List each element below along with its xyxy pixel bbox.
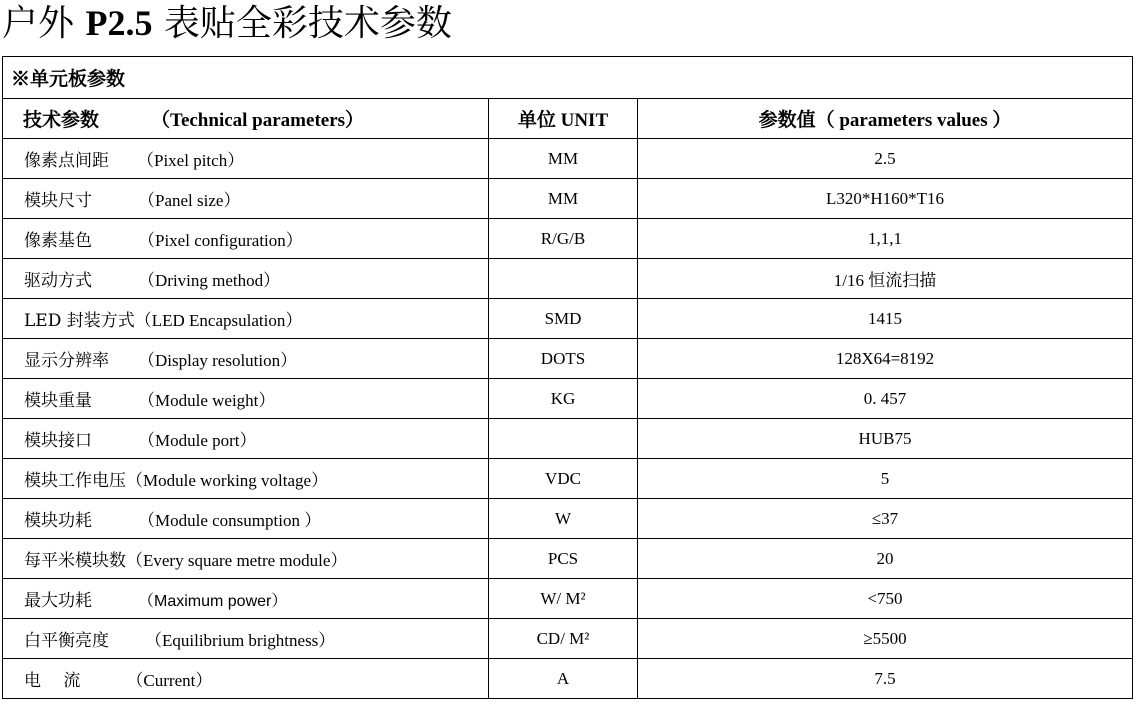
param-unit: MM [489, 179, 638, 219]
table-row [3, 379, 1133, 419]
param-name [3, 539, 489, 579]
title-model: P2.5 [85, 3, 153, 43]
param-zh: 白平衡亮度 [24, 631, 109, 651]
param-unit [489, 419, 638, 459]
param-en: （Every square metre module） [126, 551, 348, 570]
param-unit: KG [489, 379, 638, 419]
param-unit: A [489, 659, 638, 699]
parameters-table [2, 56, 1133, 699]
param-unit: CD/ M² [489, 619, 638, 659]
param-zh: LED 封装方式 [24, 311, 135, 331]
param-value: 1415 [638, 299, 1133, 339]
page-title [2, 0, 452, 46]
table-row [3, 659, 1133, 699]
param-zh: 最大功耗 [24, 591, 92, 611]
param-en: （Current） [126, 671, 213, 690]
param-zh: 显示分辨率 [24, 351, 109, 371]
param-value: L320*H160*T16 [638, 179, 1133, 219]
table-row [3, 259, 1133, 299]
param-en: （Module working voltage） [126, 471, 329, 490]
title-suffix: 表贴全彩技术参数 [163, 3, 452, 44]
table-row [3, 499, 1133, 539]
param-en: （Module port） [138, 431, 257, 450]
param-value: <750 [638, 579, 1133, 619]
param-name [3, 259, 489, 299]
param-en: （Driving method） [138, 271, 281, 290]
param-unit: W [489, 499, 638, 539]
param-unit: VDC [489, 459, 638, 499]
param-zh: 电 流 [24, 671, 81, 691]
param-en: （LED Encapsulation） [134, 311, 303, 330]
param-name [3, 179, 489, 219]
table-row [3, 139, 1133, 179]
param-en: （Pixel pitch） [137, 151, 245, 170]
section-label: ※单元板参数 [3, 57, 1133, 99]
table-row [3, 539, 1133, 579]
param-en: （Pixel configuration） [138, 231, 303, 250]
param-name [3, 499, 489, 539]
param-unit: PCS [489, 539, 638, 579]
param-en: （Module consumption ） [138, 511, 322, 530]
header-unit: 单位 UNIT [489, 99, 638, 139]
header-param [3, 99, 489, 139]
param-en: （Maximum power） [138, 593, 288, 610]
section-row [3, 57, 1133, 99]
param-zh: 像素基色 [24, 231, 92, 251]
param-value: 128X64=8192 [638, 339, 1133, 379]
param-name [3, 659, 489, 699]
header-row [3, 99, 1133, 139]
param-unit: MM [489, 139, 638, 179]
param-name [3, 339, 489, 379]
param-value: ≤37 [638, 499, 1133, 539]
param-name [3, 419, 489, 459]
param-zh: 模块功耗 [24, 511, 92, 531]
table-row [3, 419, 1133, 459]
param-name [3, 459, 489, 499]
param-value: HUB75 [638, 419, 1133, 459]
param-unit: SMD [489, 299, 638, 339]
param-unit: DOTS [489, 339, 638, 379]
param-name [3, 379, 489, 419]
param-en: （Panel size） [138, 191, 241, 210]
param-en: （Display resolution） [138, 351, 298, 370]
param-value: 5 [638, 459, 1133, 499]
table-row [3, 299, 1133, 339]
param-name [3, 139, 489, 179]
param-zh: 模块工作电压 [24, 471, 126, 491]
param-zh: 像素点间距 [24, 151, 109, 171]
param-zh: 模块尺寸 [24, 191, 92, 211]
title-prefix: 户外 [2, 3, 75, 44]
param-value: 1/16 恒流扫描 [638, 259, 1133, 299]
table-row [3, 219, 1133, 259]
table-row [3, 579, 1133, 619]
param-value: 2.5 [638, 139, 1133, 179]
param-name [3, 219, 489, 259]
param-value: 20 [638, 539, 1133, 579]
param-value: 1,1,1 [638, 219, 1133, 259]
param-unit: R/G/B [489, 219, 638, 259]
param-name [3, 299, 489, 339]
table-row [3, 459, 1133, 499]
param-zh: 模块接口 [24, 431, 92, 451]
param-value: 0. 457 [638, 379, 1133, 419]
header-value: 参数值（ parameters values ） [638, 99, 1133, 139]
param-unit: W/ M² [489, 579, 638, 619]
table-row [3, 179, 1133, 219]
header-param-en: （Technical parameters） [151, 110, 365, 131]
param-en: （Equilibrium brightness） [145, 631, 336, 650]
table-row [3, 619, 1133, 659]
param-zh: 每平米模块数 [24, 551, 126, 571]
table-row [3, 339, 1133, 379]
param-en: （Module weight） [138, 391, 276, 410]
param-zh: 模块重量 [24, 391, 92, 411]
param-name [3, 579, 489, 619]
param-value: ≥5500 [638, 619, 1133, 659]
param-name [3, 619, 489, 659]
param-zh: 驱动方式 [24, 271, 92, 291]
param-value: 7.5 [638, 659, 1133, 699]
header-param-zh: 技术参数 [23, 109, 100, 131]
param-unit [489, 259, 638, 299]
